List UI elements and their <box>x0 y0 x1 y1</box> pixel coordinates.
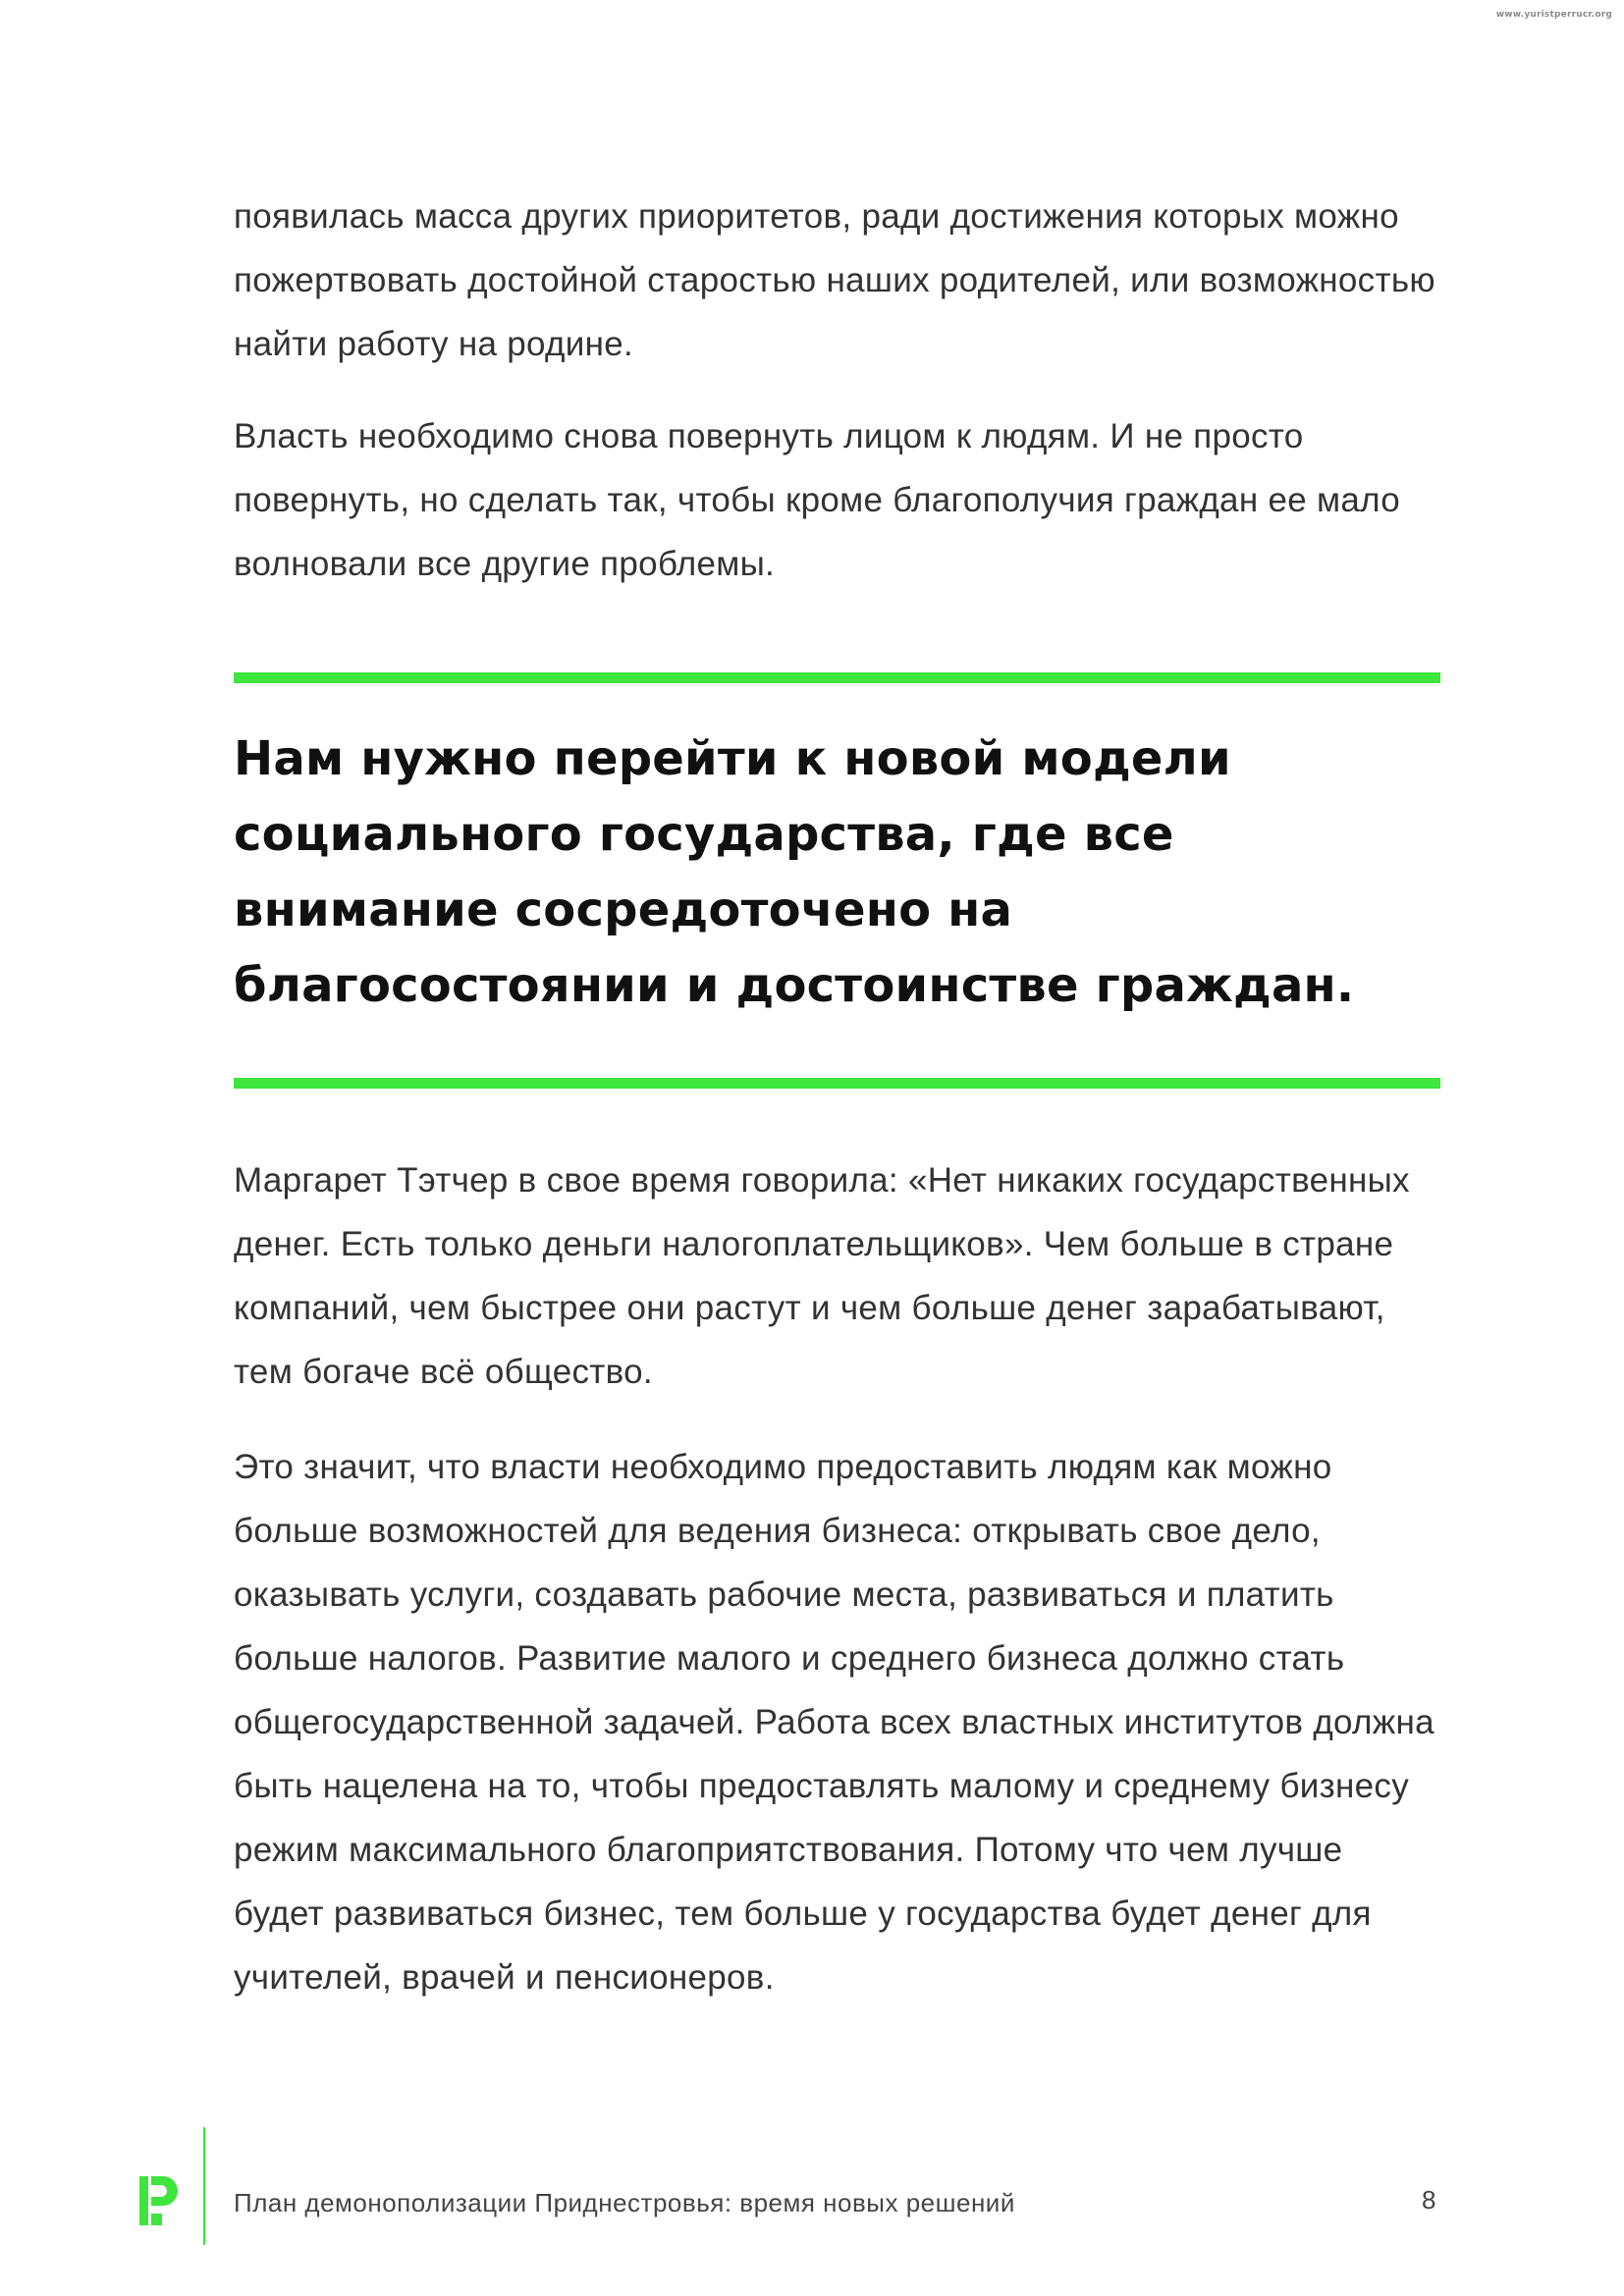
paragraph: Власть необходимо снова повернуть лицом к людям. И не просто повернуть, но сделать так, чтобы кроме благополучия граждан ее мало волновали все другие проблемы. <box>234 417 1401 583</box>
quote-top-rule <box>234 672 1440 683</box>
page-number: 8 <box>1422 2185 1436 2215</box>
watermark-text: www.yuristperrucr.org <box>1495 10 1612 20</box>
footer-divider <box>203 2127 205 2245</box>
pull-quote: Нам нужно перейти к новой модели социального государства, где все внимание сосредоточено на благосостоянии и достоинстве граждан. <box>234 731 1355 1013</box>
paragraph: Это значит, что власти необходимо предоставить людям как можно больше возможностей для ведения бизнеса: открывать свое дело, оказывать услуги, создавать рабочие места, развиваться и платить больше налогов. Развитие малого и среднего бизнеса должно стать общегосударственной задачей. Работа всех властных институтов должна быть нацелена на то, чтобы предоставлять малому и среднему бизнесу режим максимального благоприятствования. Потому что чем лучше будет развиваться бизнес, тем больше у государства будет денег для учителей, врачей и пенсионеров. <box>234 1448 1435 1997</box>
paragraph: Маргарет Тэтчер в свое время говорила: «Нет никаких государственных денег. Есть только деньги налогоплательщиков». Чем больше в стране компаний, чем быстрее они растут и чем больше денег зарабатывают, тем богаче всё общество. <box>234 1161 1410 1391</box>
party-logo-icon <box>139 2176 179 2225</box>
paragraph: появилась масса других приоритетов, ради достижения которых можно пожертвовать достойной старостью наших родителей, или возможностью найти работу на родине. <box>234 197 1435 363</box>
footer-document-title: План демонополизации Приднестровья: время новых решений <box>234 2188 1015 2217</box>
quote-bottom-rule <box>234 1078 1440 1089</box>
